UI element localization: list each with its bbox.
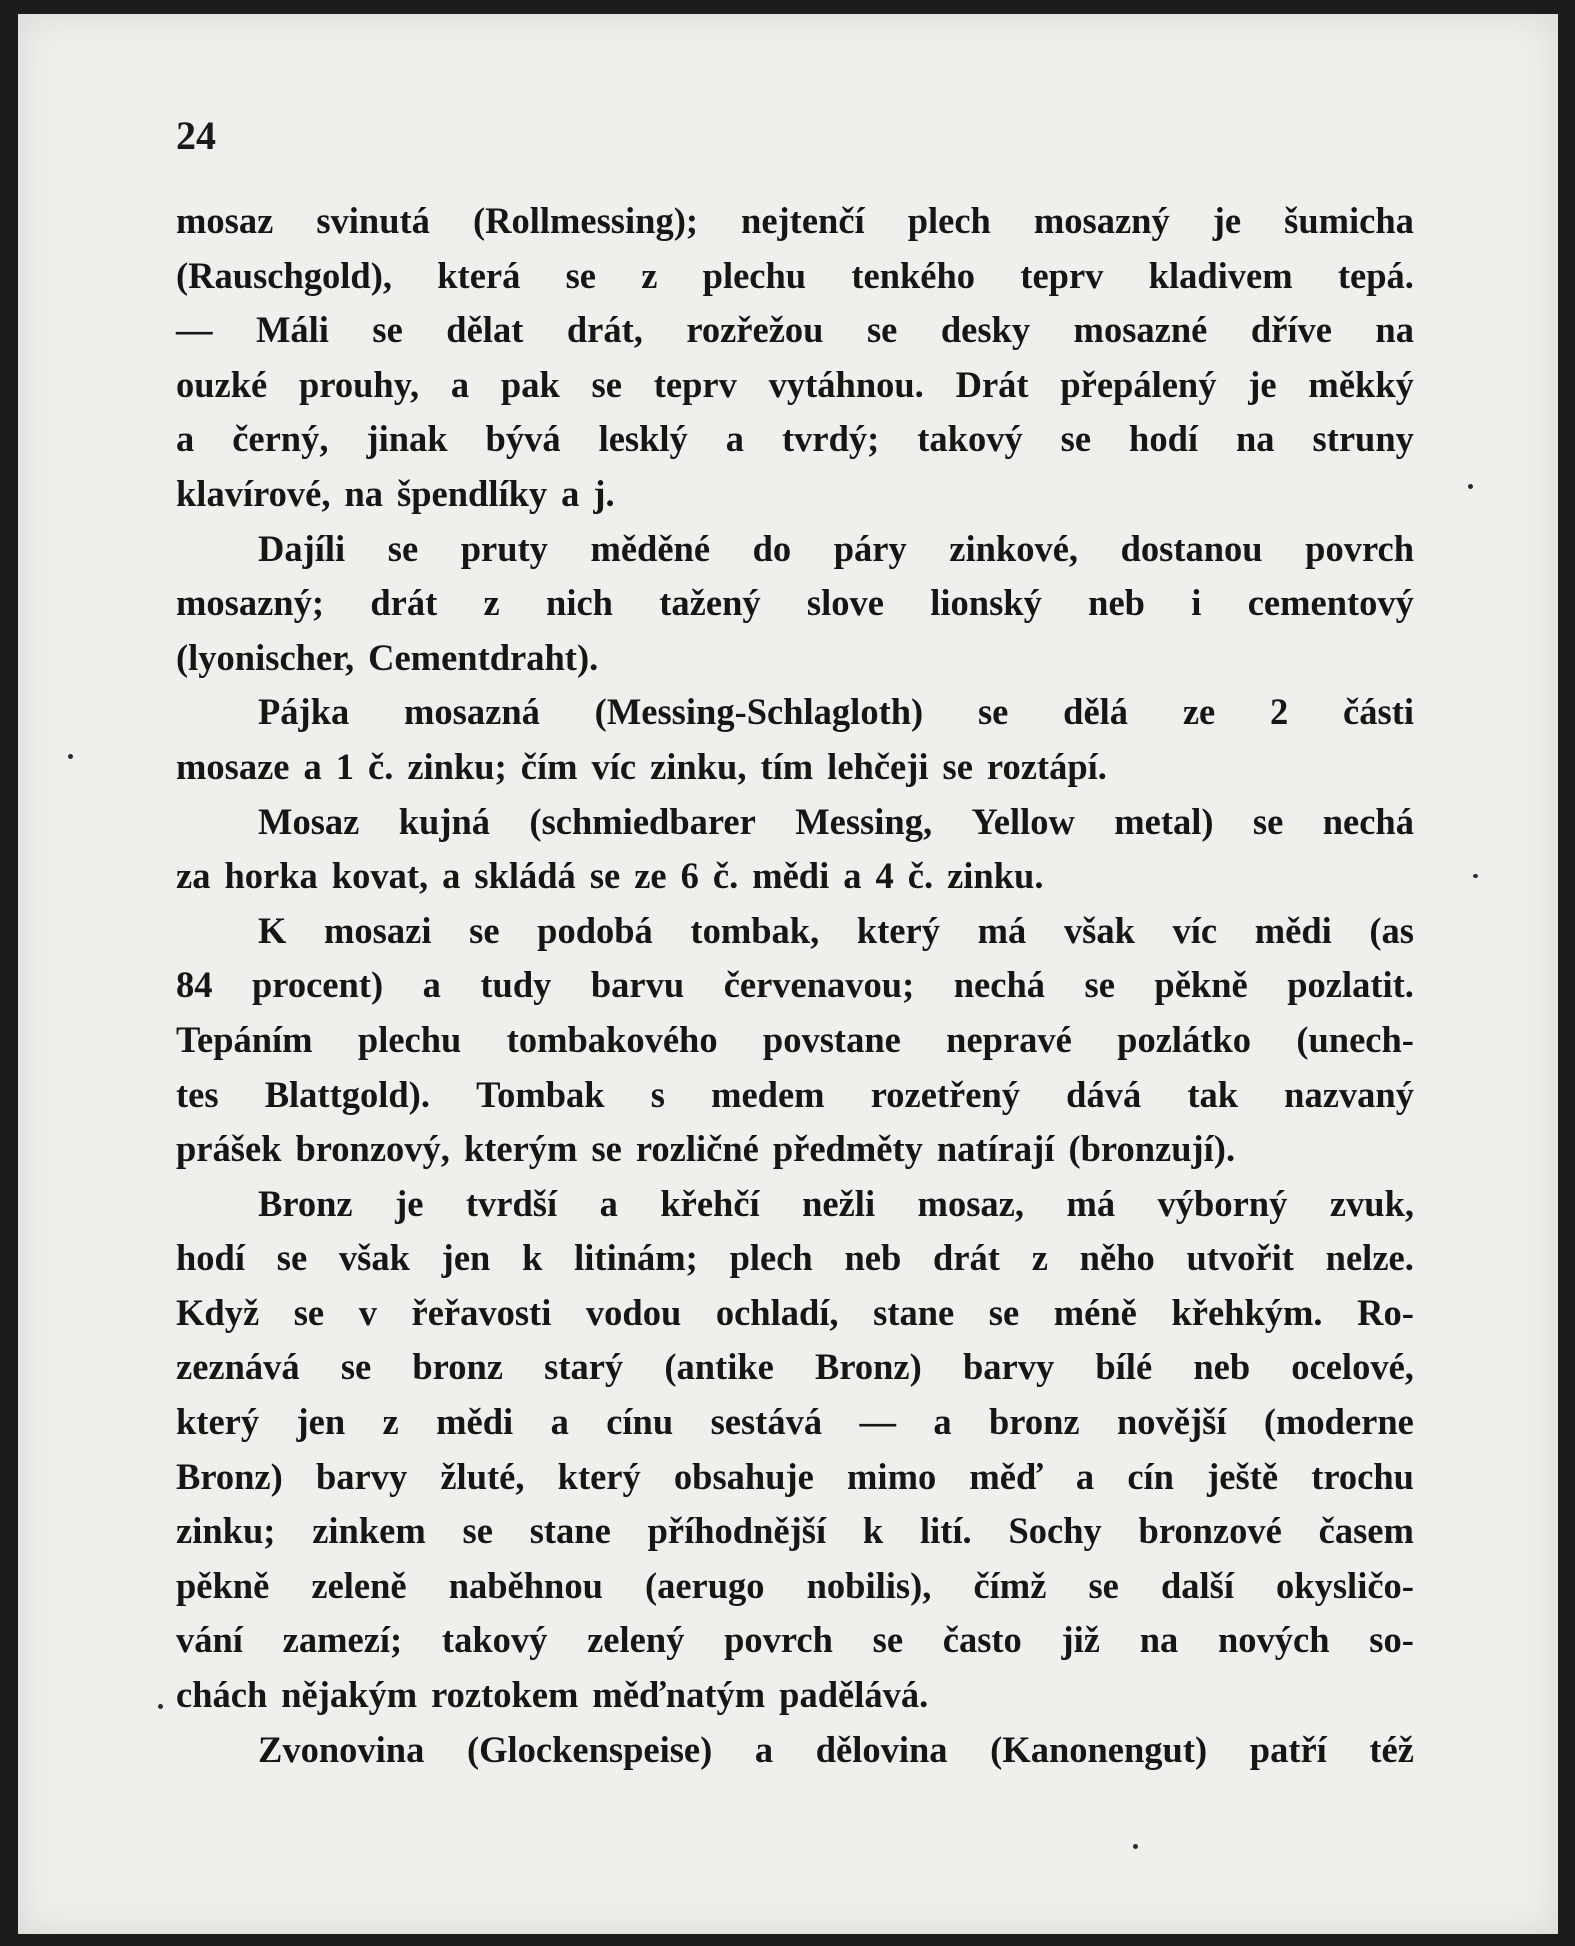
text-line: — Máli se dělat drát, rozřežou se desky mosazné dříve na: [176, 309, 1414, 351]
text-line: pěkně zeleně naběhnou (aerugo nobilis), čímž se další okysličo-: [176, 1564, 1414, 1606]
text-line: prášek bronzový, kterým se rozličné předměty natírají (bronzují).: [176, 1128, 1236, 1170]
text-line: a černý, jinak bývá lesklý a tvrdý; takový se hodí na struny: [176, 418, 1414, 460]
text-line: (Rauschgold), která se z plechu tenkého teprv kladivem tepá.: [176, 254, 1414, 296]
text-line: Pájka mosazná (Messing-Schlagloth) se dělá ze 2 části: [258, 691, 1414, 733]
text-line: chách nějakým roztokem měďnatým padělává.: [176, 1674, 929, 1716]
text-line: vání zamezí; takový zelený povrch se často již na nových so-: [176, 1619, 1414, 1661]
text-line: Mosaz kujná (schmiedbarer Messing, Yellow metal) se nechá: [258, 800, 1414, 842]
body-text: [176, 194, 1414, 1777]
text-line: Když se v řeřavosti vodou ochladí, stane se méně křehkým. Ro-: [176, 1291, 1414, 1333]
text-line: mosazný; drát z nich tažený slove lionský neb i cementový: [176, 582, 1414, 624]
page-number: 24: [176, 113, 216, 158]
scan-speck: [158, 1704, 163, 1709]
scan-speck: [1133, 1844, 1138, 1849]
text-line: tes Blattgold). Tombak s medem rozetřený dává tak nazvaný: [176, 1073, 1414, 1115]
text-line: Zvonovina (Glockenspeise) a dělovina (Kanonengut) patří též: [258, 1728, 1414, 1770]
text-line: který jen z mědi a cínu sestává — a bronz novější (moderne: [176, 1401, 1414, 1443]
text-line: K mosazi se podobá tombak, který má však víc mědi (as: [258, 909, 1414, 951]
text-line: Bronz) barvy žluté, který obsahuje mimo měď a cín ještě trochu: [176, 1455, 1414, 1497]
text-line: zeznává se bronz starý (antike Bronz) barvy bílé neb ocelové,: [176, 1346, 1414, 1388]
book-page: [18, 14, 1558, 1934]
text-line: 84 procent) a tudy barvu červenavou; nechá se pěkně pozlatit.: [176, 964, 1414, 1006]
text-line: ouzké prouhy, a pak se teprv vytáhnou. Drát přepálený je měkký: [176, 363, 1414, 405]
text-line: Bronz je tvrdší a křehčí nežli mosaz, má výborný zvuk,: [258, 1182, 1414, 1224]
text-line: za horka kovat, a skládá se ze 6 č. mědi a 4 č. zinku.: [176, 855, 1044, 897]
scan-speck: [1473, 874, 1478, 878]
text-line: mosaz svinutá (Rollmessing); nejtenčí plech mosazný je šumicha: [176, 200, 1414, 241]
text-line: zinku; zinkem se stane příhodnější k lití. Sochy bronzové časem: [176, 1510, 1414, 1552]
scan-speck: [68, 754, 73, 759]
text-line: Dajíli se pruty měděné do páry zinkové, dostanou povrch: [258, 527, 1414, 569]
text-line: klavírové, na špendlíky a j.: [176, 472, 615, 514]
text-line: (lyonischer, Cementdraht).: [176, 636, 599, 678]
text-line: Tepáním plechu tombakového povstane nepravé pozlátko (unech-: [176, 1018, 1414, 1060]
text-line: mosaze a 1 č. zinku; čím víc zinku, tím lehčeji se roztápí.: [176, 745, 1107, 787]
scan-speck: [1468, 484, 1473, 489]
text-line: hodí se však jen k litinám; plech neb drát z něho utvořit nelze.: [176, 1237, 1414, 1279]
